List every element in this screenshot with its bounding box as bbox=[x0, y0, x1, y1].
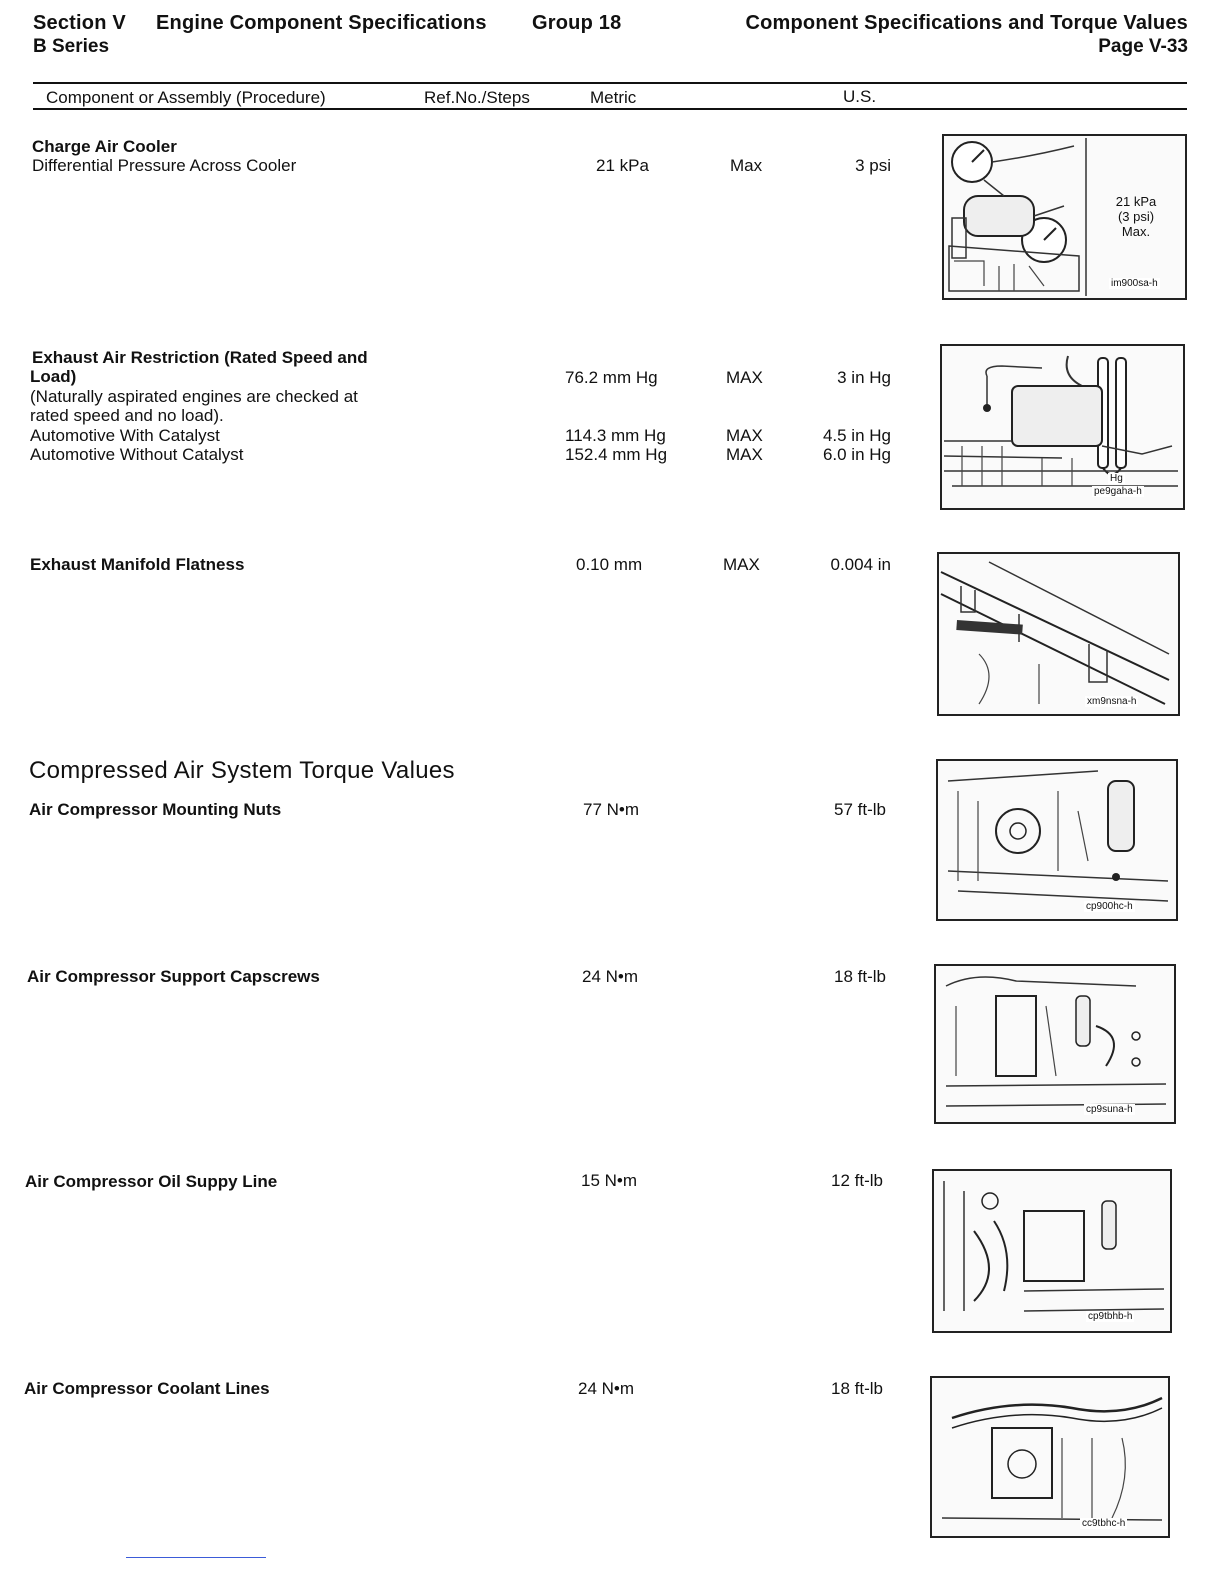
exhaust-restriction-note-a: (Naturally aspirated engines are checked at bbox=[30, 387, 358, 406]
page-title: Engine Component Specifications bbox=[156, 12, 487, 34]
torque-row-label: Air Compressor Coolant Lines bbox=[24, 1379, 270, 1398]
exhaust-restriction-row1-metric: 76.2 mm Hg bbox=[565, 368, 658, 387]
manifold-flatness-limit: MAX bbox=[723, 555, 760, 574]
torque-row-metric: 77 N•m bbox=[583, 800, 640, 819]
charge-air-cooler-figure-code: im900sa-h bbox=[1111, 278, 1158, 289]
torque-row-figure bbox=[936, 759, 1178, 921]
manifold-flatness-metric: 0.10 mm bbox=[576, 555, 643, 574]
charge-air-cooler-line: Differential Pressure Across Cooler bbox=[32, 156, 297, 175]
exhaust-restriction-row2-limit: MAX bbox=[726, 426, 763, 445]
page-number: Page V-33 bbox=[1098, 36, 1188, 57]
exhaust-restriction-row3-label: Automotive Without Catalyst bbox=[30, 445, 244, 464]
charge-air-cooler-title: Charge Air Cooler bbox=[32, 137, 177, 156]
charge-air-cooler-figure-label: 21 kPa (3 psi) Max. bbox=[1115, 194, 1157, 239]
torque-row-us: 18 ft-lb bbox=[831, 1379, 883, 1398]
torque-row-figure-code: cp9suna-h bbox=[1086, 1104, 1133, 1115]
exhaust-restriction-figure bbox=[940, 344, 1185, 510]
torque-section-heading: Compressed Air System Torque Values bbox=[29, 757, 455, 784]
exhaust-restriction-figure-code: pe9gaha-h bbox=[1094, 486, 1142, 497]
exhaust-restriction-title-a: Exhaust Air Restriction (Rated Speed and bbox=[32, 348, 368, 367]
exhaust-restriction-row2-us: 4.5 in Hg bbox=[822, 426, 891, 445]
footer-rule bbox=[126, 1557, 266, 1558]
torque-row-us: 18 ft-lb bbox=[834, 967, 886, 986]
group-label: Group 18 bbox=[532, 12, 622, 34]
section-label: Section V bbox=[33, 12, 126, 34]
charge-air-cooler-limit: Max bbox=[730, 156, 763, 175]
torque-row-figure-code: cc9tbhc-h bbox=[1082, 1518, 1126, 1529]
torque-row-metric: 15 N•m bbox=[581, 1171, 638, 1190]
torque-row-metric: 24 N•m bbox=[582, 967, 639, 986]
manometer-figure-icon bbox=[942, 346, 1183, 508]
column-us: U.S. bbox=[843, 87, 877, 106]
column-component: Component or Assembly (Procedure) bbox=[46, 88, 326, 107]
torque-row-figure bbox=[930, 1376, 1170, 1538]
manifold-flatness-us: 0.004 in bbox=[830, 555, 891, 574]
manifold-flatness-figure bbox=[937, 552, 1180, 716]
straightedge-figure-icon bbox=[939, 554, 1178, 714]
header-right-title: Component Specifications and Torque Values bbox=[745, 12, 1188, 34]
charge-air-cooler-figure bbox=[942, 134, 1187, 300]
exhaust-restriction-row2-label: Automotive With Catalyst bbox=[30, 426, 220, 445]
compressor-support-figure-icon bbox=[936, 966, 1174, 1122]
torque-row-metric: 24 N•m bbox=[578, 1379, 635, 1398]
coolant-lines-figure-icon bbox=[932, 1378, 1168, 1536]
torque-row-us: 57 ft-lb bbox=[834, 800, 886, 819]
manifold-flatness-title: Exhaust Manifold Flatness bbox=[30, 555, 245, 574]
column-rule bbox=[33, 108, 1187, 110]
header-rule bbox=[33, 82, 1187, 84]
charge-air-cooler-us: 3 psi bbox=[855, 156, 891, 175]
exhaust-restriction-row3-limit: MAX bbox=[726, 445, 763, 464]
torque-row-figure bbox=[934, 964, 1176, 1124]
exhaust-restriction-note-b: rated speed and no load). bbox=[30, 406, 224, 425]
torque-row-us: 12 ft-lb bbox=[831, 1171, 883, 1190]
torque-row-figure bbox=[932, 1169, 1172, 1333]
exhaust-restriction-row1-us: 3 in Hg bbox=[837, 368, 891, 387]
torque-row-figure-code: cp900hc-h bbox=[1086, 901, 1133, 912]
exhaust-restriction-row1-limit: MAX bbox=[726, 368, 763, 387]
exhaust-restriction-row2-metric: 114.3 mm Hg bbox=[565, 426, 666, 445]
exhaust-restriction-figure-label: Hg bbox=[1110, 473, 1123, 484]
exhaust-restriction-row3-metric: 152.4 mm Hg bbox=[565, 445, 668, 464]
exhaust-restriction-title-b: Load) bbox=[30, 367, 77, 386]
torque-row-label: Air Compressor Support Capscrews bbox=[27, 967, 320, 986]
compressor-mount-figure-icon bbox=[938, 761, 1176, 919]
torque-row-figure-code: cp9tbhb-h bbox=[1088, 1311, 1133, 1322]
torque-row-label: Air Compressor Oil Suppy Line bbox=[25, 1172, 278, 1191]
oil-supply-line-figure-icon bbox=[934, 1171, 1170, 1331]
column-metric: Metric bbox=[590, 88, 637, 107]
column-ref: Ref.No./Steps bbox=[424, 88, 530, 107]
manifold-flatness-figure-code: xm9nsna-h bbox=[1087, 696, 1137, 707]
torque-row-label: Air Compressor Mounting Nuts bbox=[29, 800, 282, 819]
charge-air-cooler-metric: 21 kPa bbox=[596, 156, 649, 175]
series-label: B Series bbox=[33, 36, 110, 57]
exhaust-restriction-row3-us: 6.0 in Hg bbox=[822, 445, 891, 464]
